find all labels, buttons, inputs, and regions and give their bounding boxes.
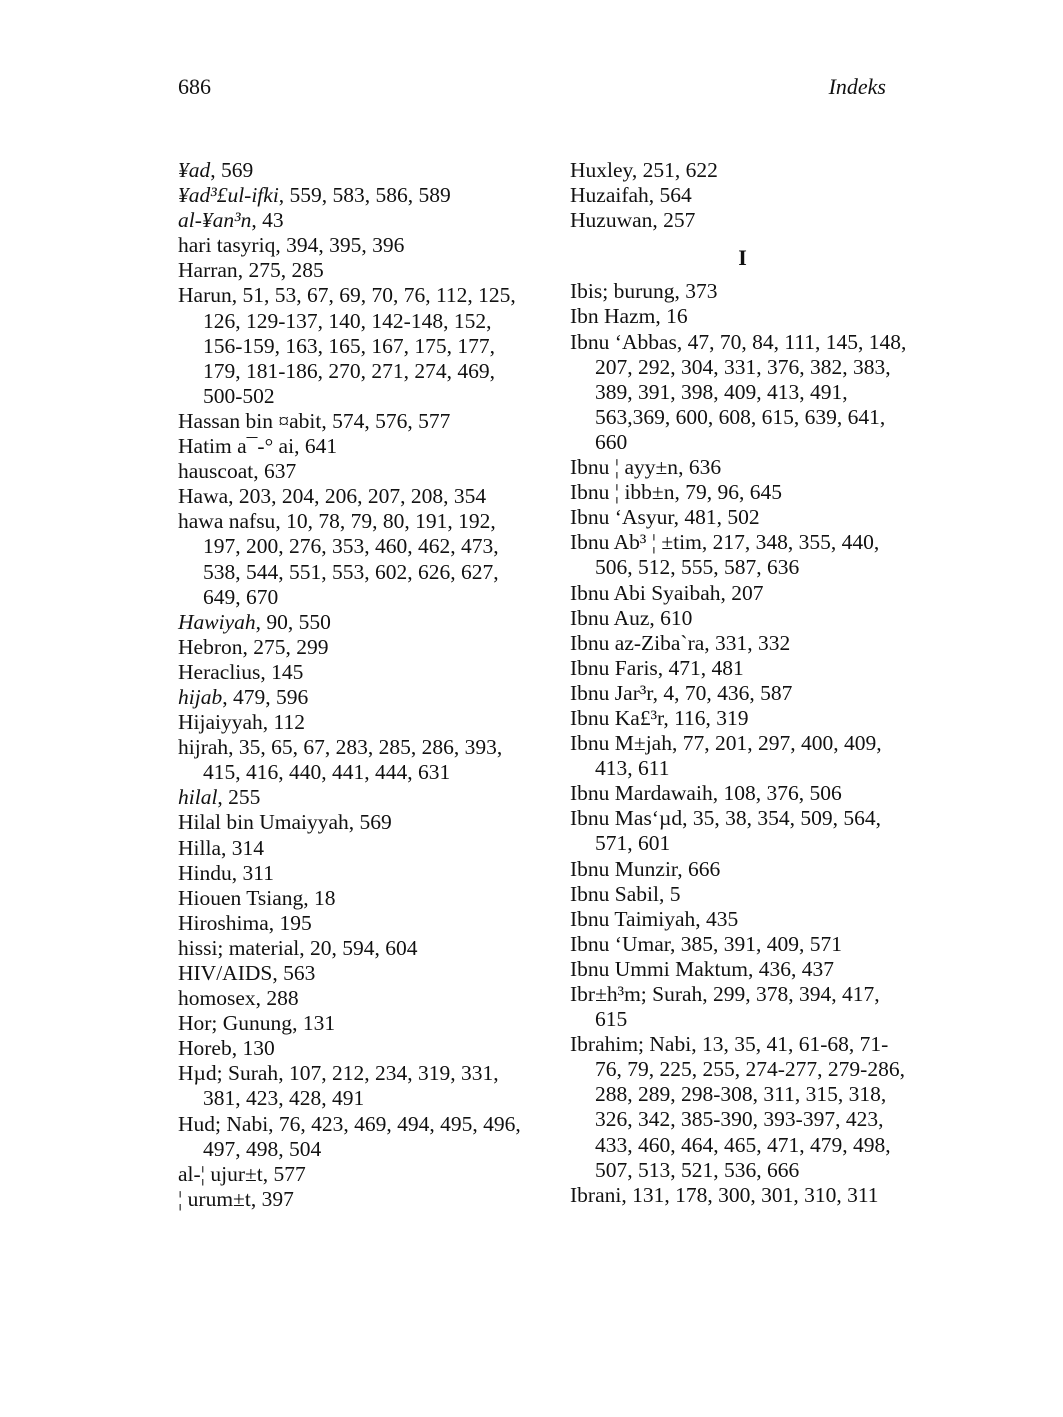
index-term: hawa nafsu [178, 509, 276, 534]
index-column-right [570, 158, 915, 1208]
index-page-refs: , 207 [720, 580, 764, 605]
index-term: Ibnu Auz [570, 605, 650, 630]
index-page-refs: , 35, 65, 67, 283, 285, 286, 393, 415, 416, 440, 441, 444, 631 [203, 735, 503, 785]
index-term: Ibnu Sabil [570, 881, 659, 906]
index-entry [178, 660, 523, 685]
index-entry [178, 635, 523, 660]
index-page-refs: , 666 [677, 856, 721, 881]
index-term: Ibnu ‘Asyur [570, 505, 674, 530]
index-page-refs: , 257 [652, 208, 696, 233]
index-entry [178, 836, 523, 861]
index-page-refs: , 217, 348, 355, 440, 506, 512, 555, 587, 636 [595, 530, 880, 580]
index-term: Hawiyah [178, 609, 256, 634]
index-page-refs: , 275, 285 [237, 258, 324, 283]
index-term: Ibrahim; Nabi [570, 1032, 692, 1057]
index-entry [178, 1011, 523, 1036]
index-page-refs: , 107, 212, 234, 319, 331, 381, 423, 428, 491 [203, 1061, 499, 1111]
index-page-refs: , 435 [695, 906, 739, 931]
index-page-refs: , 299, 378, 394, 417, 615 [595, 982, 880, 1032]
index-page-refs: , 251, 622 [631, 158, 718, 182]
index-entry [570, 1032, 915, 1183]
index-term: hissi; material [178, 935, 300, 960]
index-term: hauscoat [178, 459, 254, 484]
index-page-refs: , 314 [221, 835, 264, 860]
index-entry [178, 986, 523, 1011]
index-entry [178, 961, 523, 986]
index-entry [570, 304, 915, 329]
index-term: Hindu [178, 860, 232, 885]
index-entry [178, 1162, 523, 1187]
index-term: Ibr±h³m; Surah [570, 982, 703, 1006]
index-term: Heraclius [178, 659, 261, 684]
index-page-refs: , 10, 78, 79, 80, 191, 192, 197, 200, 276, 353, 460, 462, 473, 538, 544, 551, 553, 602, 626, 627, 649, 670 [203, 509, 499, 609]
index-page-refs: , 397 [250, 1186, 294, 1211]
index-page-refs: , 636 [678, 455, 722, 480]
index-column-left [178, 158, 523, 1212]
index-entry [178, 1187, 523, 1212]
index-page-refs: , 131, 178, 300, 301, 310, 311 [621, 1182, 879, 1207]
index-entry [570, 882, 915, 907]
index-page-refs: , 5 [658, 881, 681, 906]
index-entry [178, 911, 523, 936]
index-page-refs: , 311 [231, 860, 274, 885]
index-term: Huzaifah [570, 183, 649, 208]
index-page-refs: , 569 [210, 158, 254, 182]
index-term: Ibnu ‘Abbas [570, 329, 677, 354]
index-page-refs: , 641 [294, 434, 338, 459]
index-page-refs: , 471, 481 [657, 655, 744, 680]
index-page-refs: , 4, 70, 436, 587 [652, 680, 793, 705]
index-entry [178, 509, 523, 609]
index-term: Ibnu Jar³r [570, 680, 653, 705]
index-entry [570, 606, 915, 631]
index-page-refs: , 563 [272, 961, 316, 985]
index-term: Horeb [178, 1036, 232, 1061]
index-page-refs: , 90, 550 [255, 609, 331, 634]
index-term: Hud; Nabi [178, 1111, 269, 1136]
index-term: hari tasyriq [178, 233, 276, 258]
index-entry [570, 656, 915, 681]
index-entry [178, 459, 523, 484]
index-entry [178, 785, 523, 810]
index-entry [178, 1036, 523, 1061]
index-page-refs: , 331, 332 [704, 630, 791, 655]
index-entry [570, 1183, 915, 1208]
index-term: ¦ urum±t [178, 1186, 251, 1211]
index-entry [178, 710, 523, 735]
index-term: Hassan bin ¤abit [178, 408, 322, 433]
index-page-refs: , 13, 35, 41, 61-68, 71-76, 79, 225, 255, 274-277, 279-286, 288, 289, 298-308, 311, 315, 318, 326, 342, 385-390, 393-397, 423, 433, 460, 464, 465, 471, 479, 498, 507, 513, 521, 536, 666 [595, 1032, 905, 1182]
index-page-refs: , 479, 596 [222, 684, 309, 709]
section-letter-heading: I [738, 245, 747, 271]
index-term: Ibnu Mardawaih [570, 781, 713, 806]
index-term: al-¥an³n [178, 208, 252, 233]
index-term: Hebron [178, 634, 243, 659]
index-entry [178, 183, 523, 208]
index-term: Ibnu az-Ziba`ra [570, 630, 705, 655]
index-entry [178, 685, 523, 710]
index-entry [178, 735, 523, 785]
index-page-refs: , 35, 38, 354, 509, 564, 571, 601 [595, 806, 881, 856]
index-page-refs: , 394, 395, 396 [275, 233, 405, 258]
index-term: Ibnu Abi Syaibah [570, 580, 721, 605]
index-page-refs: , 112 [262, 710, 305, 735]
index-page-refs: , 574, 576, 577 [321, 408, 451, 433]
index-page-refs: , 16 [655, 304, 688, 329]
index-entry [178, 409, 523, 434]
index-term: Ibnu Faris [570, 655, 658, 680]
index-entry [570, 530, 915, 580]
index-page-refs: , 385, 391, 409, 571 [670, 931, 843, 956]
index-term: Ibnu M±jah [570, 731, 672, 756]
index-term: Ibnu ¦ ibb±n [570, 480, 675, 505]
index-term: Ibnu Ka£³r [570, 705, 664, 730]
index-entry [570, 581, 915, 606]
index-page-refs: , 436, 437 [747, 956, 834, 981]
index-term: Hilla [178, 835, 221, 860]
index-term: Huxley [570, 158, 632, 182]
index-entry [570, 932, 915, 957]
index-page-refs: , 77, 201, 297, 400, 409, 413, 611 [595, 731, 882, 781]
index-term: Ibnu Ab³ ¦ ±tim [570, 530, 702, 555]
index-term: Hiouen Tsiang [178, 885, 304, 910]
index-entry [178, 434, 523, 459]
index-entry [178, 1061, 523, 1111]
index-page-refs: , 569 [348, 810, 392, 835]
index-page-refs: , 195 [268, 910, 312, 935]
index-page-refs: , 637 [253, 459, 297, 484]
index-entry [570, 731, 915, 781]
index-page-refs: , 145 [260, 659, 304, 684]
index-term: Ibn Hazm [570, 304, 656, 329]
index-entry [178, 233, 523, 258]
index-term: ¥ad³£ul-ifki [178, 183, 279, 208]
index-page-refs: , 131 [292, 1011, 336, 1036]
index-page-refs: , 18 [303, 885, 336, 910]
index-term: Hilal bin Umaiyyah [178, 810, 349, 835]
index-entry [570, 857, 915, 882]
index-term: Hawa [178, 484, 229, 509]
index-term: al-¦ ujur±t [178, 1161, 263, 1186]
index-term: homosex [178, 986, 256, 1011]
index-term: Ibnu Ummi Maktum [570, 956, 748, 981]
index-page-refs: , 373 [674, 279, 718, 304]
index-term: Ibnu Taimiyah [570, 906, 696, 931]
index-term: Hatim a¯-° ai [178, 434, 295, 459]
index-entry [570, 330, 915, 455]
index-entry [178, 208, 523, 233]
index-page-refs: , 108, 376, 506 [712, 781, 842, 806]
index-page-refs: , 288 [255, 986, 299, 1011]
index-term: Ibis; burung [570, 279, 675, 304]
index-page-refs: , 116, 319 [663, 705, 749, 730]
index-entry [570, 183, 915, 208]
index-entry [570, 158, 915, 183]
index-entry [570, 681, 915, 706]
running-head: Indeks [828, 74, 886, 99]
index-term: Huzuwan [570, 208, 653, 233]
index-term: hijab [178, 684, 223, 709]
index-page-refs: , 564 [648, 183, 692, 208]
index-page-refs: , 203, 204, 206, 207, 208, 354 [228, 484, 487, 509]
index-entry [178, 283, 523, 408]
index-term: Ibrani [570, 1182, 622, 1207]
index-entry [570, 455, 915, 480]
index-page-refs: , 47, 70, 84, 111, 145, 148, 207, 292, 304, 331, 376, 382, 383, 389, 391, 398, 409, 413, 491, 563,369, 600, 608, 615, 639, 641, 660 [595, 329, 907, 454]
index-entry [570, 706, 915, 731]
index-entry [178, 810, 523, 835]
index-entry [178, 158, 523, 183]
index-term: Hµd; Surah [178, 1061, 279, 1086]
index-page-refs: , 79, 96, 645 [674, 480, 782, 505]
index-page-refs: , 76, 423, 469, 494, 495, 496, 497, 498, 504 [203, 1111, 521, 1161]
index-entry [178, 861, 523, 886]
index-entry [178, 610, 523, 635]
index-term: Ibnu ‘Umar [570, 931, 671, 956]
index-page-refs: , 577 [262, 1161, 306, 1186]
index-page-refs: , 51, 53, 67, 69, 70, 76, 112, 125, 126, 129-137, 140, 142-148, 152, 156-159, 163, 165, 167, 175, 177, 179, 181-186, 270, 271, 274, 469, 500-502 [203, 283, 516, 408]
index-term: hijrah [178, 735, 229, 760]
index-entry [570, 957, 915, 982]
index-page-refs: , 43 [251, 208, 284, 233]
index-entry [570, 806, 915, 856]
index-entry [178, 1112, 523, 1162]
index-term: ¥ad [178, 158, 211, 182]
index-entry [178, 936, 523, 961]
index-term: Hor; Gunung [178, 1011, 293, 1036]
index-entry [570, 781, 915, 806]
index-entry [178, 886, 523, 911]
index-page-refs: , 481, 502 [673, 505, 760, 530]
index-entry [178, 258, 523, 283]
index-term: Hiroshima [178, 910, 269, 935]
index-page-refs: , 610 [649, 605, 693, 630]
index-term: HIV/AIDS [178, 961, 273, 985]
index-page-refs: , 275, 299 [242, 634, 329, 659]
index-entry [178, 484, 523, 509]
index-term: Hijaiyyah [178, 710, 263, 735]
index-entry [570, 480, 915, 505]
index-page-refs: , 255 [217, 785, 261, 810]
index-page-refs: , 130 [231, 1036, 275, 1061]
index-term: Ibnu Munzir [570, 856, 678, 881]
index-entry [570, 907, 915, 932]
index-page-refs: , 20, 594, 604 [299, 935, 418, 960]
index-term: Ibnu ¦ ayy±n [570, 455, 679, 480]
index-term: hilal [178, 785, 218, 810]
index-term: Harran [178, 258, 238, 283]
index-entry [570, 982, 915, 1032]
index-entry [570, 631, 915, 656]
index-entry [570, 279, 915, 304]
index-entry [570, 505, 915, 530]
page-number: 686 [178, 74, 211, 99]
index-term: Ibnu Mas‘µd [570, 806, 683, 831]
index-term: Harun [178, 283, 232, 308]
index-page-refs: , 559, 583, 586, 589 [278, 183, 451, 208]
index-entry [570, 208, 915, 233]
